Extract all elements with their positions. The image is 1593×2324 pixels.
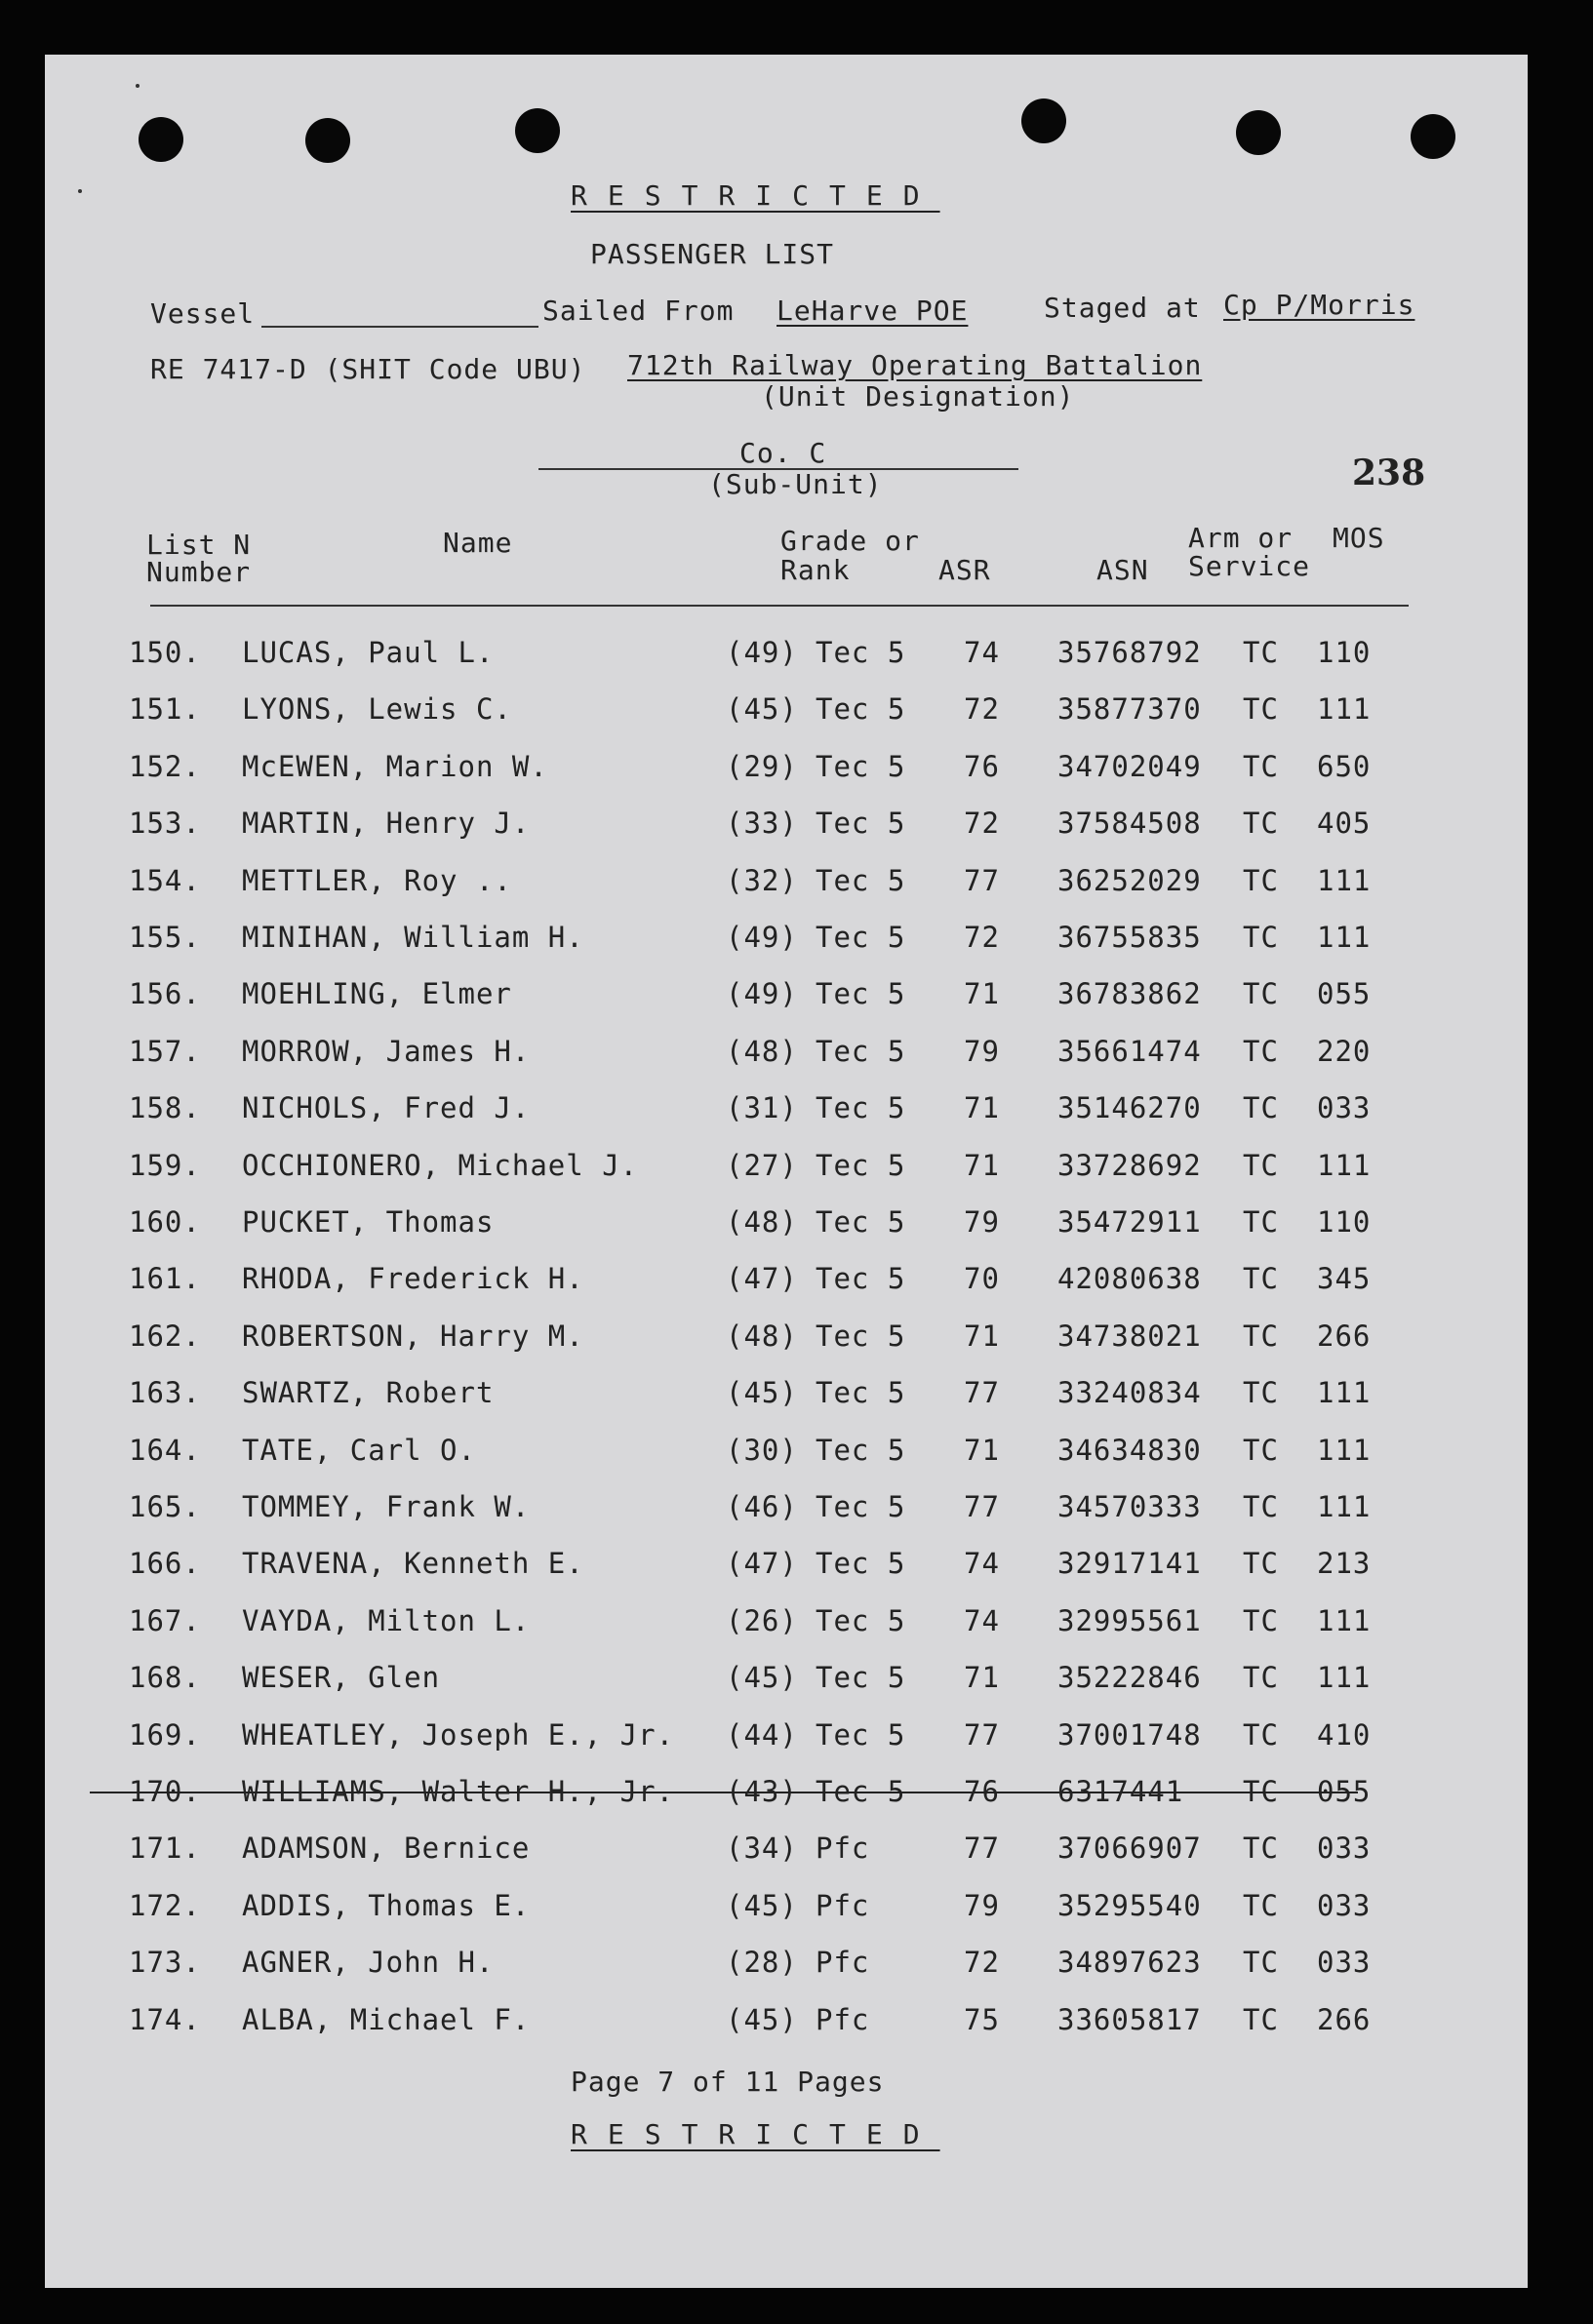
row-mos: 111 bbox=[1317, 921, 1372, 954]
row-name: TRAVENA, Kenneth E. bbox=[242, 1547, 584, 1580]
row-asr: 77 bbox=[964, 1376, 1000, 1409]
row-asn: 33240834 bbox=[1057, 1376, 1202, 1409]
row-grade-code: (28) bbox=[726, 1946, 798, 1979]
row-asr: 77 bbox=[964, 1490, 1000, 1523]
row-asr: 79 bbox=[964, 1889, 1000, 1922]
row-rank: Pfc bbox=[816, 1889, 870, 1922]
row-number: 167. bbox=[129, 1604, 201, 1637]
row-name: ALBA, Michael F. bbox=[242, 2003, 531, 2036]
row-asn: 37066907 bbox=[1057, 1832, 1202, 1865]
row-arm: TC bbox=[1243, 1091, 1279, 1124]
row-rank: Tec 5 bbox=[816, 1091, 906, 1124]
col-list-number-1: List N bbox=[146, 529, 252, 561]
punch-hole-icon bbox=[1021, 98, 1066, 143]
row-name: RHODA, Frederick H. bbox=[242, 1262, 584, 1295]
row-asn: 35472911 bbox=[1057, 1205, 1202, 1239]
row-asn: 34702049 bbox=[1057, 750, 1202, 783]
row-asn: 36783862 bbox=[1057, 977, 1202, 1010]
vessel-blank bbox=[261, 326, 538, 328]
row-name: TATE, Carl O. bbox=[242, 1434, 476, 1467]
col-asr: ASR bbox=[938, 554, 991, 586]
row-asn: 42080638 bbox=[1057, 1262, 1202, 1295]
strike-through-row-171 bbox=[90, 1792, 1358, 1793]
col-list-number-2: Number bbox=[146, 556, 252, 588]
row-rank: Tec 5 bbox=[816, 1262, 906, 1295]
row-number: 156. bbox=[129, 977, 201, 1010]
row-asn: 34570333 bbox=[1057, 1490, 1202, 1523]
row-rank: Tec 5 bbox=[816, 1149, 906, 1182]
row-grade-code: (30) bbox=[726, 1434, 798, 1467]
col-name: Name bbox=[443, 527, 513, 559]
sailed-from-label: Sailed From bbox=[542, 295, 735, 327]
punch-hole-icon bbox=[1411, 114, 1455, 159]
row-rank: Tec 5 bbox=[816, 977, 906, 1010]
row-number: 153. bbox=[129, 807, 201, 840]
row-grade-code: (34) bbox=[726, 1832, 798, 1865]
row-asn: 33728692 bbox=[1057, 1149, 1202, 1182]
row-number: 172. bbox=[129, 1889, 201, 1922]
row-grade-code: (46) bbox=[726, 1490, 798, 1523]
row-asn: 34897623 bbox=[1057, 1946, 1202, 1979]
row-asn: 33605817 bbox=[1057, 2003, 1202, 2036]
row-grade-code: (48) bbox=[726, 1205, 798, 1239]
row-number: 168. bbox=[129, 1661, 201, 1694]
row-name: MOEHLING, Elmer bbox=[242, 977, 512, 1010]
page-count: Page 7 of 11 Pages bbox=[571, 2066, 885, 2098]
staged-at-value: Cp P/Morris bbox=[1223, 289, 1415, 321]
row-number: 163. bbox=[129, 1376, 201, 1409]
row-mos: 033 bbox=[1317, 1946, 1372, 1979]
row-grade-code: (44) bbox=[726, 1718, 798, 1752]
row-asn: 35661474 bbox=[1057, 1035, 1202, 1068]
row-number: 155. bbox=[129, 921, 201, 954]
row-name: SWARTZ, Robert bbox=[242, 1376, 495, 1409]
row-arm: TC bbox=[1243, 1718, 1279, 1752]
row-number: 157. bbox=[129, 1035, 201, 1068]
row-asr: 74 bbox=[964, 1604, 1000, 1637]
row-name: MORROW, James H. bbox=[242, 1035, 531, 1068]
row-asr: 76 bbox=[964, 1775, 1000, 1808]
row-name: LUCAS, Paul L. bbox=[242, 636, 495, 669]
row-asr: 71 bbox=[964, 1149, 1000, 1182]
row-asr: 79 bbox=[964, 1035, 1000, 1068]
row-arm: TC bbox=[1243, 864, 1279, 897]
row-asr: 79 bbox=[964, 1205, 1000, 1239]
row-mos: 266 bbox=[1317, 1320, 1372, 1353]
row-arm: TC bbox=[1243, 1490, 1279, 1523]
row-number: 169. bbox=[129, 1718, 201, 1752]
row-asr: 71 bbox=[964, 977, 1000, 1010]
row-mos: 111 bbox=[1317, 1376, 1372, 1409]
row-mos: 055 bbox=[1317, 1775, 1372, 1808]
row-rank: Pfc bbox=[816, 2003, 870, 2036]
row-rank: Tec 5 bbox=[816, 1718, 906, 1752]
row-grade-code: (26) bbox=[726, 1604, 798, 1637]
row-number: 159. bbox=[129, 1149, 201, 1182]
row-name: TOMMEY, Frank W. bbox=[242, 1490, 531, 1523]
row-mos: 213 bbox=[1317, 1547, 1372, 1580]
row-name: ADDIS, Thomas E. bbox=[242, 1889, 531, 1922]
speck bbox=[78, 189, 82, 193]
row-grade-code: (49) bbox=[726, 977, 798, 1010]
row-asr: 76 bbox=[964, 750, 1000, 783]
row-name: AGNER, John H. bbox=[242, 1946, 495, 1979]
sub-unit-caption: (Sub-Unit) bbox=[708, 468, 883, 500]
row-asr: 71 bbox=[964, 1434, 1000, 1467]
row-arm: TC bbox=[1243, 1320, 1279, 1353]
row-asr: 70 bbox=[964, 1262, 1000, 1295]
row-rank: Tec 5 bbox=[816, 1661, 906, 1694]
row-arm: TC bbox=[1243, 1832, 1279, 1865]
sub-unit-value: Co. C bbox=[739, 437, 827, 469]
row-number: 165. bbox=[129, 1490, 201, 1523]
row-grade-code: (49) bbox=[726, 921, 798, 954]
row-asr: 72 bbox=[964, 807, 1000, 840]
row-rank: Tec 5 bbox=[816, 1434, 906, 1467]
list-title: PASSENGER LIST bbox=[590, 238, 835, 270]
row-grade-code: (47) bbox=[726, 1547, 798, 1580]
row-number: 154. bbox=[129, 864, 201, 897]
row-grade-code: (33) bbox=[726, 807, 798, 840]
row-mos: 111 bbox=[1317, 1490, 1372, 1523]
row-asr: 77 bbox=[964, 1718, 1000, 1752]
row-asn: 32917141 bbox=[1057, 1547, 1202, 1580]
row-mos: 111 bbox=[1317, 1434, 1372, 1467]
row-arm: TC bbox=[1243, 1149, 1279, 1182]
row-asn: 35877370 bbox=[1057, 692, 1202, 726]
row-arm: TC bbox=[1243, 1604, 1279, 1637]
punch-hole-icon bbox=[1236, 110, 1281, 155]
row-asr: 71 bbox=[964, 1091, 1000, 1124]
row-mos: 410 bbox=[1317, 1718, 1372, 1752]
row-asr: 72 bbox=[964, 692, 1000, 726]
speck bbox=[136, 84, 139, 88]
row-number: 150. bbox=[129, 636, 201, 669]
row-asn: 34634830 bbox=[1057, 1434, 1202, 1467]
row-name: LYONS, Lewis C. bbox=[242, 692, 512, 726]
row-mos: 033 bbox=[1317, 1889, 1372, 1922]
row-mos: 110 bbox=[1317, 1205, 1372, 1239]
row-number: 170. bbox=[129, 1775, 201, 1808]
row-rank: Tec 5 bbox=[816, 1604, 906, 1637]
row-rank: Tec 5 bbox=[816, 1035, 906, 1068]
row-grade-code: (27) bbox=[726, 1149, 798, 1182]
row-mos: 405 bbox=[1317, 807, 1372, 840]
row-number: 151. bbox=[129, 692, 201, 726]
row-mos: 266 bbox=[1317, 2003, 1372, 2036]
row-asn: 35295540 bbox=[1057, 1889, 1202, 1922]
col-arm-1: Arm or bbox=[1188, 522, 1294, 554]
row-number: 161. bbox=[129, 1262, 201, 1295]
unit-designation: 712th Railway Operating Battalion bbox=[627, 349, 1203, 381]
row-name: ADAMSON, Bernice bbox=[242, 1832, 531, 1865]
row-grade-code: (45) bbox=[726, 1376, 798, 1409]
row-asr: 77 bbox=[964, 864, 1000, 897]
row-asn: 35146270 bbox=[1057, 1091, 1202, 1124]
row-grade-code: (48) bbox=[726, 1035, 798, 1068]
row-name: VAYDA, Milton L. bbox=[242, 1604, 531, 1637]
row-mos: 110 bbox=[1317, 636, 1372, 669]
row-name: MARTIN, Henry J. bbox=[242, 807, 531, 840]
row-grade-code: (45) bbox=[726, 1889, 798, 1922]
row-name: NICHOLS, Fred J. bbox=[242, 1091, 531, 1124]
row-name: OCCHIONERO, Michael J. bbox=[242, 1149, 639, 1182]
col-grade-1: Grade or bbox=[780, 525, 920, 557]
row-asr: 75 bbox=[964, 2003, 1000, 2036]
row-arm: TC bbox=[1243, 1262, 1279, 1295]
row-number: 162. bbox=[129, 1320, 201, 1353]
sailed-from-value: LeHarve POE bbox=[777, 295, 969, 327]
row-arm: TC bbox=[1243, 921, 1279, 954]
row-asr: 74 bbox=[964, 636, 1000, 669]
row-arm: TC bbox=[1243, 1889, 1279, 1922]
row-mos: 111 bbox=[1317, 864, 1372, 897]
row-rank: Tec 5 bbox=[816, 921, 906, 954]
row-rank: Tec 5 bbox=[816, 1775, 906, 1808]
classification-bottom: RESTRICTED bbox=[571, 2118, 940, 2150]
classification-top: RESTRICTED bbox=[571, 179, 940, 212]
row-grade-code: (29) bbox=[726, 750, 798, 783]
row-name: ROBERTSON, Harry M. bbox=[242, 1320, 584, 1353]
vessel-label: Vessel bbox=[150, 297, 256, 330]
row-asn: 32995561 bbox=[1057, 1604, 1202, 1637]
row-grade-code: (45) bbox=[726, 1661, 798, 1694]
row-name: WESER, Glen bbox=[242, 1661, 441, 1694]
row-mos: 033 bbox=[1317, 1091, 1372, 1124]
row-asn: 6317441 bbox=[1057, 1775, 1184, 1808]
row-name: MINIHAN, William H. bbox=[242, 921, 584, 954]
row-grade-code: (31) bbox=[726, 1091, 798, 1124]
row-arm: TC bbox=[1243, 750, 1279, 783]
row-name: McEWEN, Marion W. bbox=[242, 750, 548, 783]
row-rank: Pfc bbox=[816, 1832, 870, 1865]
row-rank: Tec 5 bbox=[816, 750, 906, 783]
row-arm: TC bbox=[1243, 636, 1279, 669]
col-grade-2: Rank bbox=[780, 554, 851, 586]
row-arm: TC bbox=[1243, 1434, 1279, 1467]
row-rank: Tec 5 bbox=[816, 1320, 906, 1353]
punch-hole-icon bbox=[139, 117, 183, 162]
row-rank: Tec 5 bbox=[816, 692, 906, 726]
row-arm: TC bbox=[1243, 1661, 1279, 1694]
row-grade-code: (48) bbox=[726, 1320, 798, 1353]
row-arm: TC bbox=[1243, 692, 1279, 726]
row-asr: 77 bbox=[964, 1832, 1000, 1865]
row-number: 152. bbox=[129, 750, 201, 783]
row-mos: 111 bbox=[1317, 1149, 1372, 1182]
row-grade-code: (47) bbox=[726, 1262, 798, 1295]
row-mos: 111 bbox=[1317, 1604, 1372, 1637]
row-arm: TC bbox=[1243, 2003, 1279, 2036]
row-asr: 72 bbox=[964, 1946, 1000, 1979]
row-asn: 35222846 bbox=[1057, 1661, 1202, 1694]
row-rank: Tec 5 bbox=[816, 1205, 906, 1239]
row-arm: TC bbox=[1243, 807, 1279, 840]
row-asn: 34738021 bbox=[1057, 1320, 1202, 1353]
page-number: 238 bbox=[1352, 453, 1426, 493]
row-asn: 35768792 bbox=[1057, 636, 1202, 669]
row-grade-code: (45) bbox=[726, 692, 798, 726]
row-mos: 220 bbox=[1317, 1035, 1372, 1068]
row-arm: TC bbox=[1243, 1547, 1279, 1580]
row-rank: Tec 5 bbox=[816, 1547, 906, 1580]
row-grade-code: (45) bbox=[726, 2003, 798, 2036]
row-number: 160. bbox=[129, 1205, 201, 1239]
row-asr: 71 bbox=[964, 1320, 1000, 1353]
row-rank: Tec 5 bbox=[816, 807, 906, 840]
row-mos: 650 bbox=[1317, 750, 1372, 783]
col-mos: MOS bbox=[1333, 522, 1385, 554]
row-name: PUCKET, Thomas bbox=[242, 1205, 495, 1239]
row-arm: TC bbox=[1243, 1775, 1279, 1808]
row-mos: 345 bbox=[1317, 1262, 1372, 1295]
row-rank: Tec 5 bbox=[816, 864, 906, 897]
heading-rule bbox=[150, 605, 1409, 607]
row-grade-code: (49) bbox=[726, 636, 798, 669]
row-rank: Tec 5 bbox=[816, 1376, 906, 1409]
row-asn: 36755835 bbox=[1057, 921, 1202, 954]
row-name: WHEATLEY, Joseph E., Jr. bbox=[242, 1718, 675, 1752]
row-arm: TC bbox=[1243, 1205, 1279, 1239]
row-arm: TC bbox=[1243, 1035, 1279, 1068]
row-asr: 74 bbox=[964, 1547, 1000, 1580]
punch-hole-icon bbox=[305, 118, 350, 163]
row-rank: Tec 5 bbox=[816, 1490, 906, 1523]
row-number: 158. bbox=[129, 1091, 201, 1124]
row-number: 174. bbox=[129, 2003, 201, 2036]
col-arm-2: Service bbox=[1188, 550, 1311, 582]
row-number: 166. bbox=[129, 1547, 201, 1580]
row-asr: 72 bbox=[964, 921, 1000, 954]
row-mos: 055 bbox=[1317, 977, 1372, 1010]
row-rank: Pfc bbox=[816, 1946, 870, 1979]
row-arm: TC bbox=[1243, 1376, 1279, 1409]
row-asn: 37584508 bbox=[1057, 807, 1202, 840]
row-mos: 111 bbox=[1317, 1661, 1372, 1694]
row-arm: TC bbox=[1243, 977, 1279, 1010]
punch-hole-icon bbox=[515, 108, 560, 153]
staged-at-label: Staged at bbox=[1044, 292, 1201, 324]
row-asr: 71 bbox=[964, 1661, 1000, 1694]
row-name: METTLER, Roy .. bbox=[242, 864, 512, 897]
row-arm: TC bbox=[1243, 1946, 1279, 1979]
row-number: 171. bbox=[129, 1832, 201, 1865]
row-rank: Tec 5 bbox=[816, 636, 906, 669]
row-name: WILLIAMS, Walter H., Jr. bbox=[242, 1775, 675, 1808]
row-mos: 111 bbox=[1317, 692, 1372, 726]
row-number: 173. bbox=[129, 1946, 201, 1979]
re-code: RE 7417-D (SHIT Code UBU) bbox=[150, 353, 586, 385]
row-grade-code: (32) bbox=[726, 864, 798, 897]
row-asn: 37001748 bbox=[1057, 1718, 1202, 1752]
row-grade-code: (43) bbox=[726, 1775, 798, 1808]
unit-designation-caption: (Unit Designation) bbox=[761, 380, 1075, 413]
col-asn: ASN bbox=[1096, 554, 1149, 586]
row-mos: 033 bbox=[1317, 1832, 1372, 1865]
row-number: 164. bbox=[129, 1434, 201, 1467]
row-asn: 36252029 bbox=[1057, 864, 1202, 897]
